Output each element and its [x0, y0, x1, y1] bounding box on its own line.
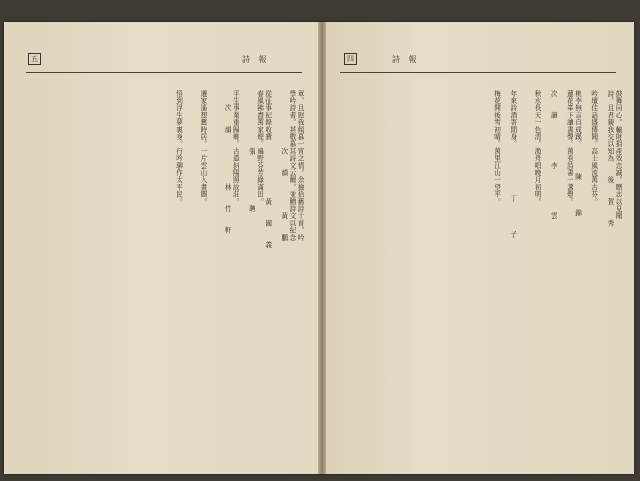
text-column	[557, 90, 565, 466]
left-running-title: 詩 報	[242, 55, 270, 64]
text-column: 平生事業重歸鄉。古道斜陽照故莊。	[231, 90, 240, 206]
left-page-text	[24, 90, 304, 466]
text-column: 蓮花峯下讀書聲。萬卷詩書一盞燈。	[565, 90, 574, 206]
text-column	[598, 90, 606, 466]
text-column: 次 韻 李 雲	[549, 90, 558, 220]
right-header-rule	[340, 72, 616, 73]
text-column: 遷家遙想舊時居。一片雲山入畫圖。	[198, 90, 207, 206]
text-column	[191, 90, 199, 466]
text-column: 年來詩酒寄閒身。 丁 子	[508, 90, 517, 238]
text-column: 春風拂盡萬家煙。遍野芬芳綠滿田。	[255, 90, 264, 206]
text-column: 章。且慰我傾慕一宵之情。余撿拾舊詩十首。吟	[296, 90, 304, 242]
text-column	[517, 90, 525, 466]
text-column: 從征事紀錄收費 黃 國 義	[263, 90, 272, 249]
text-column: 詩。且君親我交以知為 後 賀 秀	[605, 90, 614, 227]
text-column: 梅花開後雪初晴。萬里江山一望平。	[492, 90, 501, 206]
text-column: 學吟詩者。甚敬慕其詩文云爾。並贈詩文以紀念	[287, 90, 296, 242]
text-column: 秋水長天一色清。漁舟唱晚月初明。	[533, 90, 542, 206]
text-column	[183, 90, 191, 466]
left-header-rule	[26, 72, 302, 73]
text-column: 次 韻 林 竹 軒	[223, 90, 232, 234]
text-column: 鼓舞同心。輸財捐產效忠誠。贈志以見聞	[614, 90, 622, 220]
right-page-header	[344, 52, 614, 68]
text-column: 桃李無言自成蹊。 陳 錦	[573, 90, 582, 217]
text-column: 張 聘	[247, 90, 256, 213]
text-column	[541, 90, 549, 466]
text-column: 次 韻 黃 鵬	[279, 90, 288, 242]
text-column	[501, 90, 509, 466]
text-column: 吟壇佳話盛傳聞。高士風流萬古芬。	[589, 90, 598, 206]
text-column	[582, 90, 590, 466]
right-page-text	[338, 90, 622, 466]
left-page-number: 五	[28, 53, 41, 65]
text-column: 悟到浮生夢裏身。行吟聊作太平民。	[174, 90, 183, 206]
text-column	[272, 90, 280, 466]
text-column	[239, 90, 247, 466]
book-spread	[4, 22, 634, 474]
right-running-title: 詩 報	[392, 55, 420, 64]
right-page-number: 四	[344, 53, 357, 65]
book-gutter	[318, 22, 326, 474]
text-column	[207, 90, 215, 466]
text-column	[215, 90, 223, 466]
text-column	[525, 90, 533, 466]
left-page-header	[28, 52, 298, 68]
